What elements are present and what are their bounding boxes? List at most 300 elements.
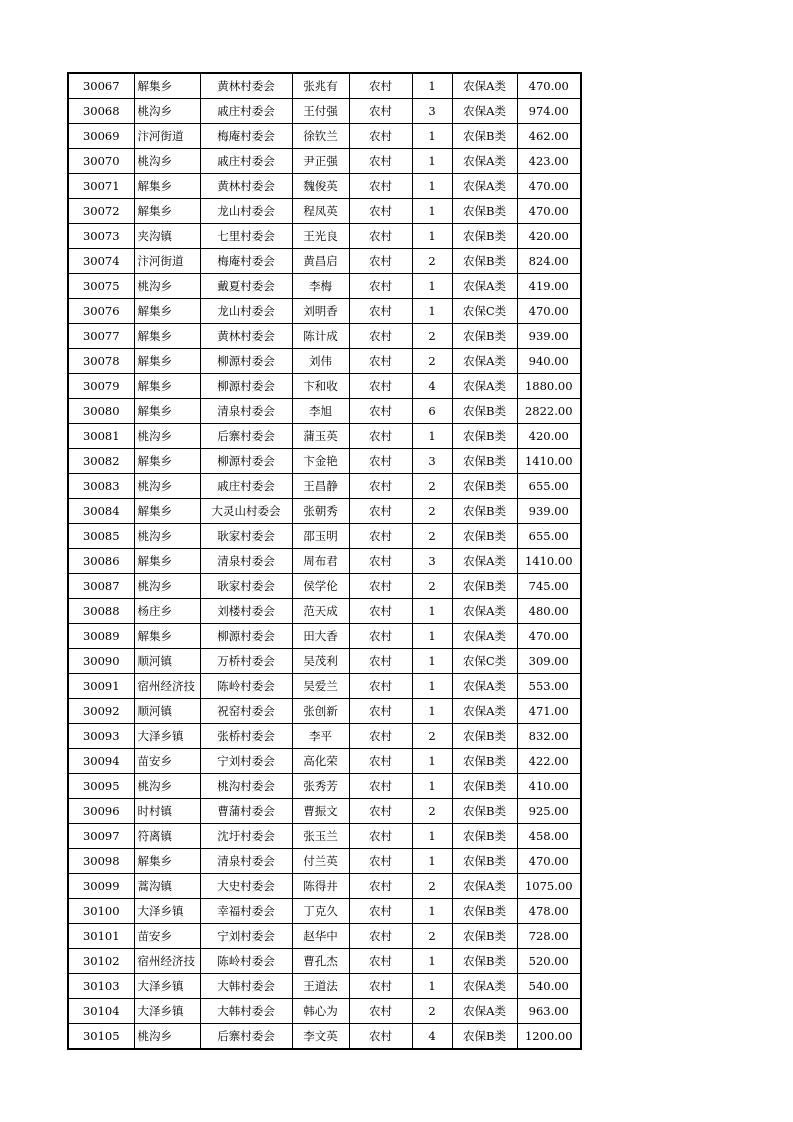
category-cell: 农保A类	[452, 874, 517, 899]
table-row	[68, 399, 581, 424]
table-row	[68, 199, 581, 224]
town-cell: 解集乡	[134, 449, 200, 474]
person-name-cell: 王道法	[292, 974, 349, 999]
amount-cell: 925.00	[517, 799, 581, 824]
town-cell: 解集乡	[134, 374, 200, 399]
person-name-cell: 卞和收	[292, 374, 349, 399]
household-type-cell: 农村	[349, 499, 412, 524]
table-row	[68, 599, 581, 624]
household-type-cell: 农村	[349, 324, 412, 349]
category-cell: 农保B类	[452, 499, 517, 524]
table-row	[68, 1024, 581, 1050]
person-count-cell: 1	[412, 274, 452, 299]
person-name-cell: 张创新	[292, 699, 349, 724]
table-row	[68, 99, 581, 124]
table-row	[68, 624, 581, 649]
record-id-cell: 30078	[68, 349, 134, 374]
person-count-cell: 2	[412, 324, 452, 349]
roster-body	[68, 73, 581, 1049]
person-count-cell: 1	[412, 774, 452, 799]
town-cell: 解集乡	[134, 849, 200, 874]
amount-cell: 540.00	[517, 974, 581, 999]
town-cell: 桃沟乡	[134, 99, 200, 124]
village-committee-cell: 戚庄村委会	[200, 474, 292, 499]
town-cell: 解集乡	[134, 199, 200, 224]
table-row	[68, 299, 581, 324]
village-committee-cell: 宁刘村委会	[200, 749, 292, 774]
town-cell: 解集乡	[134, 324, 200, 349]
table-row	[68, 324, 581, 349]
town-cell: 解集乡	[134, 174, 200, 199]
amount-cell: 423.00	[517, 149, 581, 174]
household-type-cell: 农村	[349, 249, 412, 274]
person-count-cell: 2	[412, 474, 452, 499]
person-name-cell: 程凤英	[292, 199, 349, 224]
town-cell: 大泽乡镇	[134, 899, 200, 924]
household-type-cell: 农村	[349, 174, 412, 199]
category-cell: 农保A类	[452, 974, 517, 999]
amount-cell: 824.00	[517, 249, 581, 274]
person-count-cell: 1	[412, 674, 452, 699]
roster-table	[67, 72, 582, 1050]
category-cell: 农保A类	[452, 699, 517, 724]
category-cell: 农保B类	[452, 224, 517, 249]
table-row	[68, 774, 581, 799]
category-cell: 农保B类	[452, 774, 517, 799]
household-type-cell: 农村	[349, 649, 412, 674]
record-id-cell: 30068	[68, 99, 134, 124]
village-committee-cell: 清泉村委会	[200, 849, 292, 874]
person-count-cell: 2	[412, 874, 452, 899]
household-type-cell: 农村	[349, 824, 412, 849]
town-cell: 解集乡	[134, 73, 200, 99]
record-id-cell: 30083	[68, 474, 134, 499]
village-committee-cell: 龙山村委会	[200, 199, 292, 224]
person-name-cell: 付兰英	[292, 849, 349, 874]
village-committee-cell: 龙山村委会	[200, 299, 292, 324]
village-committee-cell: 刘楼村委会	[200, 599, 292, 624]
record-id-cell: 30088	[68, 599, 134, 624]
person-name-cell: 韩心为	[292, 999, 349, 1024]
town-cell: 桃沟乡	[134, 474, 200, 499]
household-type-cell: 农村	[349, 199, 412, 224]
table-row	[68, 649, 581, 674]
category-cell: 农保A类	[452, 73, 517, 99]
record-id-cell: 30077	[68, 324, 134, 349]
amount-cell: 1880.00	[517, 374, 581, 399]
village-committee-cell: 陈岭村委会	[200, 949, 292, 974]
amount-cell: 655.00	[517, 524, 581, 549]
household-type-cell: 农村	[349, 699, 412, 724]
amount-cell: 420.00	[517, 424, 581, 449]
village-committee-cell: 柳源村委会	[200, 349, 292, 374]
household-type-cell: 农村	[349, 774, 412, 799]
person-name-cell: 丁克久	[292, 899, 349, 924]
person-count-cell: 1	[412, 699, 452, 724]
table-row	[68, 549, 581, 574]
person-count-cell: 1	[412, 649, 452, 674]
category-cell: 农保A类	[452, 174, 517, 199]
person-count-cell: 6	[412, 399, 452, 424]
category-cell: 农保B类	[452, 199, 517, 224]
category-cell: 农保B类	[452, 524, 517, 549]
household-type-cell: 农村	[349, 899, 412, 924]
amount-cell: 974.00	[517, 99, 581, 124]
table-row	[68, 224, 581, 249]
town-cell: 顺河镇	[134, 649, 200, 674]
category-cell: 农保A类	[452, 349, 517, 374]
town-cell: 桃沟乡	[134, 574, 200, 599]
village-committee-cell: 大韩村委会	[200, 999, 292, 1024]
record-id-cell: 30072	[68, 199, 134, 224]
amount-cell: 470.00	[517, 174, 581, 199]
record-id-cell: 30103	[68, 974, 134, 999]
town-cell: 时村镇	[134, 799, 200, 824]
person-count-cell: 1	[412, 424, 452, 449]
person-name-cell: 张朝秀	[292, 499, 349, 524]
record-id-cell: 30079	[68, 374, 134, 399]
amount-cell: 471.00	[517, 699, 581, 724]
person-name-cell: 刘明香	[292, 299, 349, 324]
person-name-cell: 范天成	[292, 599, 349, 624]
table-row	[68, 349, 581, 374]
village-committee-cell: 黄林村委会	[200, 174, 292, 199]
amount-cell: 309.00	[517, 649, 581, 674]
household-type-cell: 农村	[349, 974, 412, 999]
amount-cell: 470.00	[517, 849, 581, 874]
person-name-cell: 周布君	[292, 549, 349, 574]
record-id-cell: 30105	[68, 1024, 134, 1050]
town-cell: 符离镇	[134, 824, 200, 849]
village-committee-cell: 清泉村委会	[200, 399, 292, 424]
category-cell: 农保B类	[452, 474, 517, 499]
person-name-cell: 魏俊英	[292, 174, 349, 199]
category-cell: 农保B类	[452, 724, 517, 749]
person-count-cell: 2	[412, 924, 452, 949]
category-cell: 农保A类	[452, 99, 517, 124]
person-count-cell: 1	[412, 974, 452, 999]
person-count-cell: 1	[412, 299, 452, 324]
person-count-cell: 2	[412, 574, 452, 599]
town-cell: 顺河镇	[134, 699, 200, 724]
village-committee-cell: 柳源村委会	[200, 624, 292, 649]
household-type-cell: 农村	[349, 1024, 412, 1050]
amount-cell: 745.00	[517, 574, 581, 599]
household-type-cell: 农村	[349, 124, 412, 149]
village-committee-cell: 大韩村委会	[200, 974, 292, 999]
record-id-cell: 30067	[68, 73, 134, 99]
household-type-cell: 农村	[349, 724, 412, 749]
category-cell: 农保B类	[452, 399, 517, 424]
person-name-cell: 徐钦兰	[292, 124, 349, 149]
amount-cell: 940.00	[517, 349, 581, 374]
village-committee-cell: 宁刘村委会	[200, 924, 292, 949]
village-committee-cell: 梅庵村委会	[200, 124, 292, 149]
town-cell: 苗安乡	[134, 924, 200, 949]
category-cell: 农保B类	[452, 749, 517, 774]
town-cell: 解集乡	[134, 349, 200, 374]
village-committee-cell: 沈圩村委会	[200, 824, 292, 849]
record-id-cell: 30080	[68, 399, 134, 424]
table-row	[68, 924, 581, 949]
table-row	[68, 499, 581, 524]
record-id-cell: 30090	[68, 649, 134, 674]
town-cell: 解集乡	[134, 624, 200, 649]
record-id-cell: 30082	[68, 449, 134, 474]
household-type-cell: 农村	[349, 799, 412, 824]
record-id-cell: 30084	[68, 499, 134, 524]
record-id-cell: 30097	[68, 824, 134, 849]
town-cell: 夹沟镇	[134, 224, 200, 249]
amount-cell: 963.00	[517, 999, 581, 1024]
town-cell: 桃沟乡	[134, 274, 200, 299]
amount-cell: 419.00	[517, 274, 581, 299]
village-committee-cell: 后寨村委会	[200, 424, 292, 449]
category-cell: 农保B类	[452, 449, 517, 474]
household-type-cell: 农村	[349, 349, 412, 374]
village-committee-cell: 万桥村委会	[200, 649, 292, 674]
person-count-cell: 1	[412, 174, 452, 199]
household-type-cell: 农村	[349, 474, 412, 499]
table-row	[68, 999, 581, 1024]
record-id-cell: 30096	[68, 799, 134, 824]
household-type-cell: 农村	[349, 624, 412, 649]
household-type-cell: 农村	[349, 524, 412, 549]
record-id-cell: 30071	[68, 174, 134, 199]
village-committee-cell: 柳源村委会	[200, 449, 292, 474]
record-id-cell: 30076	[68, 299, 134, 324]
village-committee-cell: 清泉村委会	[200, 549, 292, 574]
table-row	[68, 824, 581, 849]
table-row	[68, 174, 581, 199]
person-name-cell: 王光良	[292, 224, 349, 249]
village-committee-cell: 耿家村委会	[200, 574, 292, 599]
person-count-cell: 2	[412, 799, 452, 824]
household-type-cell: 农村	[349, 424, 412, 449]
record-id-cell: 30099	[68, 874, 134, 899]
table-row	[68, 149, 581, 174]
table-row	[68, 949, 581, 974]
record-id-cell: 30104	[68, 999, 134, 1024]
amount-cell: 2822.00	[517, 399, 581, 424]
amount-cell: 939.00	[517, 499, 581, 524]
village-committee-cell: 戴夏村委会	[200, 274, 292, 299]
category-cell: 农保B类	[452, 424, 517, 449]
household-type-cell: 农村	[349, 299, 412, 324]
category-cell: 农保B类	[452, 324, 517, 349]
town-cell: 杨庄乡	[134, 599, 200, 624]
record-id-cell: 30092	[68, 699, 134, 724]
person-name-cell: 张兆有	[292, 73, 349, 99]
category-cell: 农保A类	[452, 549, 517, 574]
household-type-cell: 农村	[349, 274, 412, 299]
person-name-cell: 张秀芳	[292, 774, 349, 799]
record-id-cell: 30069	[68, 124, 134, 149]
town-cell: 解集乡	[134, 399, 200, 424]
category-cell: 农保C类	[452, 649, 517, 674]
person-count-cell: 1	[412, 749, 452, 774]
household-type-cell: 农村	[349, 449, 412, 474]
table-row	[68, 749, 581, 774]
town-cell: 宿州经济技	[134, 674, 200, 699]
record-id-cell: 30086	[68, 549, 134, 574]
record-id-cell: 30095	[68, 774, 134, 799]
village-committee-cell: 耿家村委会	[200, 524, 292, 549]
person-name-cell: 李旭	[292, 399, 349, 424]
village-committee-cell: 桃沟村委会	[200, 774, 292, 799]
person-count-cell: 4	[412, 1024, 452, 1050]
person-count-cell: 1	[412, 73, 452, 99]
amount-cell: 1075.00	[517, 874, 581, 899]
table-row	[68, 474, 581, 499]
category-cell: 农保C类	[452, 299, 517, 324]
amount-cell: 1200.00	[517, 1024, 581, 1050]
person-name-cell: 田大香	[292, 624, 349, 649]
person-name-cell: 王昌静	[292, 474, 349, 499]
amount-cell: 520.00	[517, 949, 581, 974]
household-type-cell: 农村	[349, 574, 412, 599]
person-name-cell: 高化荣	[292, 749, 349, 774]
amount-cell: 462.00	[517, 124, 581, 149]
household-type-cell: 农村	[349, 149, 412, 174]
person-count-cell: 1	[412, 899, 452, 924]
village-committee-cell: 柳源村委会	[200, 374, 292, 399]
category-cell: 农保B类	[452, 849, 517, 874]
person-count-cell: 1	[412, 149, 452, 174]
table-row	[68, 124, 581, 149]
village-committee-cell: 大史村委会	[200, 874, 292, 899]
town-cell: 苗安乡	[134, 749, 200, 774]
person-count-cell: 1	[412, 199, 452, 224]
person-name-cell: 曹孔杰	[292, 949, 349, 974]
category-cell: 农保A类	[452, 274, 517, 299]
household-type-cell: 农村	[349, 674, 412, 699]
table-row	[68, 724, 581, 749]
table-row	[68, 974, 581, 999]
table-row	[68, 374, 581, 399]
village-committee-cell: 曹蒲村委会	[200, 799, 292, 824]
household-type-cell: 农村	[349, 99, 412, 124]
amount-cell: 480.00	[517, 599, 581, 624]
record-id-cell: 30100	[68, 899, 134, 924]
village-committee-cell: 黄林村委会	[200, 73, 292, 99]
person-count-cell: 2	[412, 499, 452, 524]
village-committee-cell: 戚庄村委会	[200, 99, 292, 124]
town-cell: 汴河街道	[134, 249, 200, 274]
village-committee-cell: 幸福村委会	[200, 899, 292, 924]
table-row	[68, 73, 581, 99]
town-cell: 桃沟乡	[134, 524, 200, 549]
person-count-cell: 1	[412, 849, 452, 874]
person-count-cell: 3	[412, 99, 452, 124]
table-row	[68, 874, 581, 899]
person-name-cell: 邵玉明	[292, 524, 349, 549]
household-type-cell: 农村	[349, 949, 412, 974]
category-cell: 农保B类	[452, 574, 517, 599]
amount-cell: 1410.00	[517, 449, 581, 474]
person-name-cell: 陈得井	[292, 874, 349, 899]
table-row	[68, 574, 581, 599]
table-row	[68, 799, 581, 824]
category-cell: 农保A类	[452, 149, 517, 174]
town-cell: 蒿沟镇	[134, 874, 200, 899]
person-count-cell: 4	[412, 374, 452, 399]
town-cell: 大泽乡镇	[134, 999, 200, 1024]
record-id-cell: 30073	[68, 224, 134, 249]
category-cell: 农保B类	[452, 949, 517, 974]
category-cell: 农保B类	[452, 899, 517, 924]
category-cell: 农保A类	[452, 674, 517, 699]
person-count-cell: 1	[412, 124, 452, 149]
category-cell: 农保A类	[452, 624, 517, 649]
person-count-cell: 1	[412, 624, 452, 649]
town-cell: 汴河街道	[134, 124, 200, 149]
person-count-cell: 2	[412, 724, 452, 749]
person-count-cell: 2	[412, 999, 452, 1024]
person-count-cell: 3	[412, 549, 452, 574]
household-type-cell: 农村	[349, 549, 412, 574]
town-cell: 解集乡	[134, 499, 200, 524]
amount-cell: 478.00	[517, 899, 581, 924]
amount-cell: 410.00	[517, 774, 581, 799]
person-count-cell: 2	[412, 249, 452, 274]
record-id-cell: 30098	[68, 849, 134, 874]
table-row	[68, 699, 581, 724]
amount-cell: 470.00	[517, 299, 581, 324]
town-cell: 解集乡	[134, 549, 200, 574]
record-id-cell: 30101	[68, 924, 134, 949]
household-type-cell: 农村	[349, 849, 412, 874]
village-committee-cell: 梅庵村委会	[200, 249, 292, 274]
category-cell: 农保B类	[452, 924, 517, 949]
village-committee-cell: 大灵山村委会	[200, 499, 292, 524]
table-row	[68, 899, 581, 924]
person-count-cell: 2	[412, 524, 452, 549]
person-name-cell: 黄昌启	[292, 249, 349, 274]
category-cell: 农保A类	[452, 999, 517, 1024]
town-cell: 解集乡	[134, 299, 200, 324]
category-cell: 农保B类	[452, 1024, 517, 1050]
household-type-cell: 农村	[349, 224, 412, 249]
record-id-cell: 30089	[68, 624, 134, 649]
village-committee-cell: 黄林村委会	[200, 324, 292, 349]
amount-cell: 458.00	[517, 824, 581, 849]
table-row	[68, 424, 581, 449]
village-committee-cell: 后寨村委会	[200, 1024, 292, 1050]
household-type-cell: 农村	[349, 874, 412, 899]
record-id-cell: 30075	[68, 274, 134, 299]
amount-cell: 655.00	[517, 474, 581, 499]
category-cell: 农保B类	[452, 124, 517, 149]
table-row	[68, 849, 581, 874]
village-committee-cell: 七里村委会	[200, 224, 292, 249]
person-name-cell: 侯学伦	[292, 574, 349, 599]
town-cell: 大泽乡镇	[134, 974, 200, 999]
village-committee-cell: 陈岭村委会	[200, 674, 292, 699]
amount-cell: 1410.00	[517, 549, 581, 574]
amount-cell: 728.00	[517, 924, 581, 949]
town-cell: 宿州经济技	[134, 949, 200, 974]
record-id-cell: 30074	[68, 249, 134, 274]
person-count-cell: 1	[412, 949, 452, 974]
town-cell: 桃沟乡	[134, 424, 200, 449]
amount-cell: 939.00	[517, 324, 581, 349]
record-id-cell: 30081	[68, 424, 134, 449]
household-type-cell: 农村	[349, 374, 412, 399]
person-name-cell: 张玉兰	[292, 824, 349, 849]
category-cell: 农保B类	[452, 799, 517, 824]
person-name-cell: 陈计成	[292, 324, 349, 349]
